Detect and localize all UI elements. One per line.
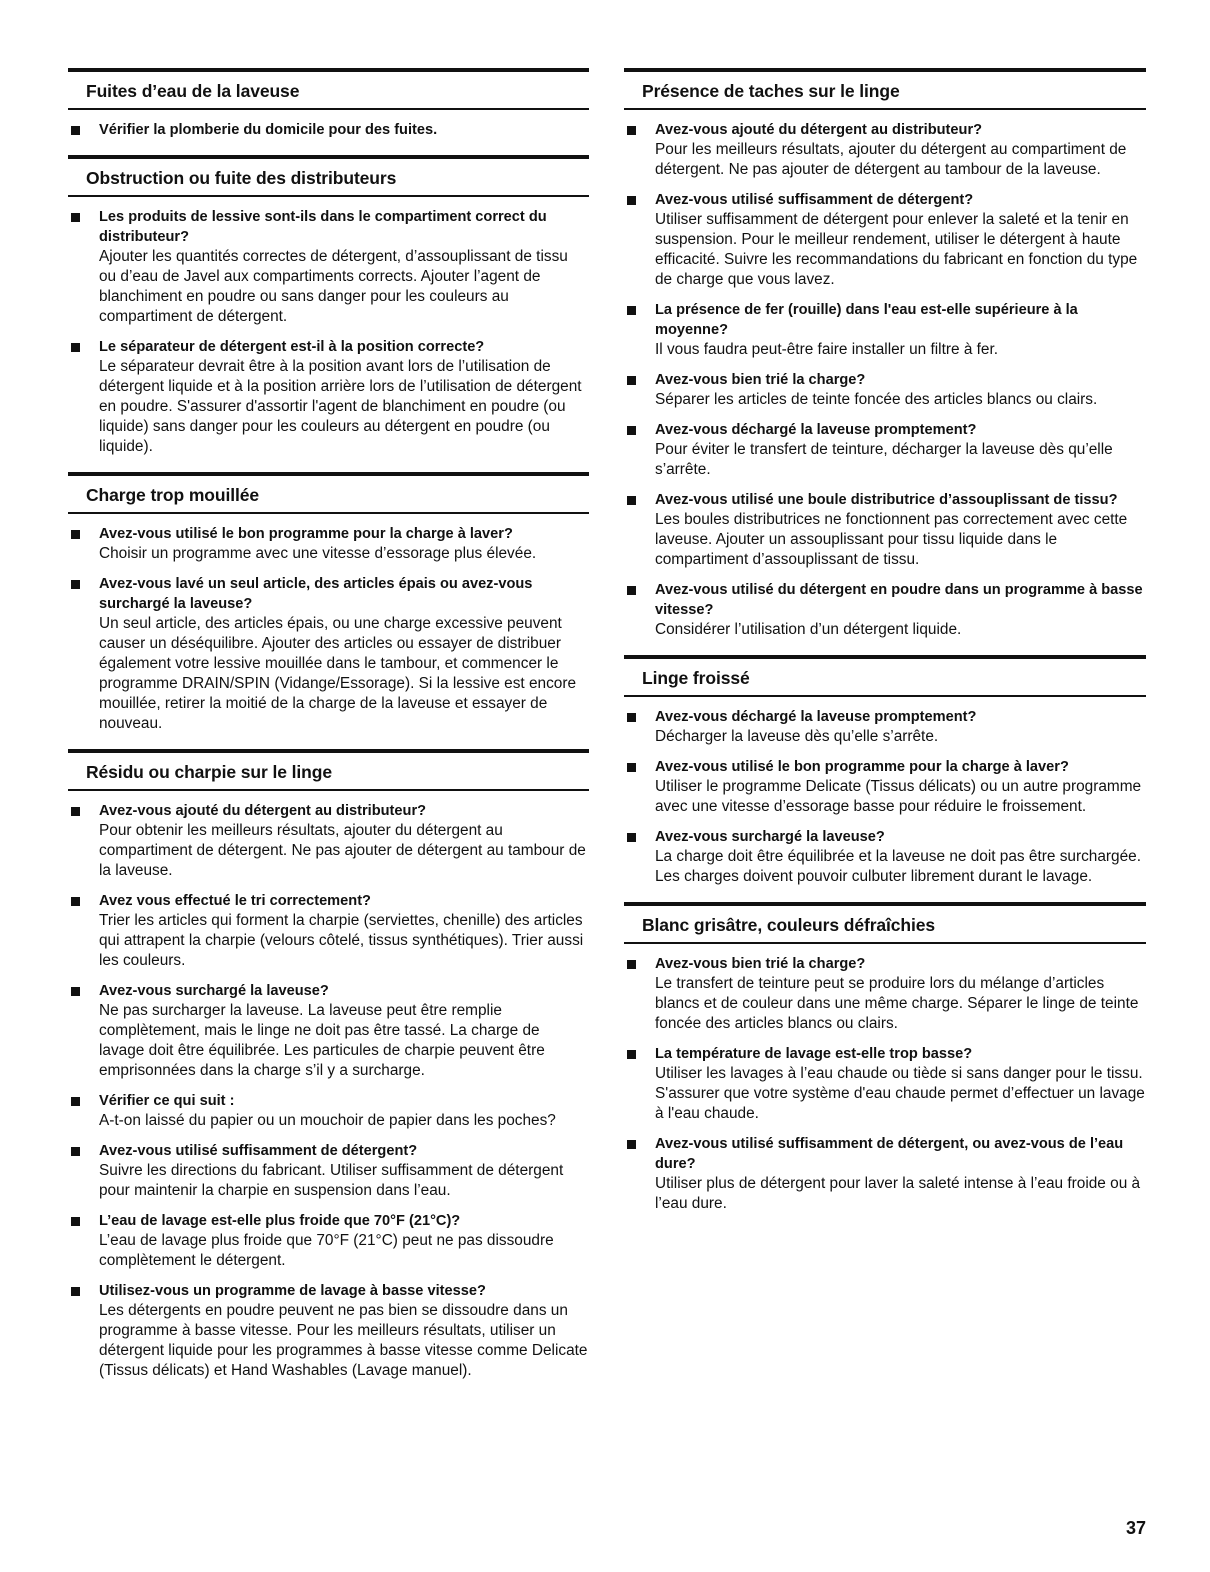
list-item xyxy=(68,891,589,971)
answer-text: Pour les meilleurs résultats, ajouter du détergent au compartiment de détergent. Ne pas ajouter de détergent au tambour de la laveuse. xyxy=(655,141,1127,178)
question-text: Vérifier ce qui suit : xyxy=(99,1093,235,1109)
section-heading: Présence de taches sur le linge xyxy=(624,68,1146,110)
answer-text: Utiliser les lavages à l’eau chaude ou tiède si sans danger pour le tissu. S'assurer que votre système d'eau chaude permet d’effectuer un lavage à l'eau chaude. xyxy=(655,1065,1145,1122)
answer-text: La charge doit être équilibrée et la laveuse ne doit pas être surchargée. Les charges doivent pouvoir culbuter librement durant le lavage. xyxy=(655,848,1141,885)
answer-text: Trier les articles qui forment la charpie (serviettes, chenille) des articles qui attrapent la charpie (velours côtelé, tissus synthétiques). Trier aussi les couleurs. xyxy=(99,912,584,969)
left-column xyxy=(68,68,589,1396)
section-fuites-d-eau-de-la-laveuse xyxy=(68,68,589,140)
list-item xyxy=(624,420,1146,480)
question-text: La température de lavage est-elle trop basse? xyxy=(655,1046,973,1062)
question-text: Avez-vous surchargé la laveuse? xyxy=(655,829,885,845)
troubleshooting-list xyxy=(624,707,1146,887)
question-text: La présence de fer (rouille) dans l'eau est-elle supérieure à la moyenne? xyxy=(655,302,1078,338)
answer-text: Un seul article, des articles épais, ou une charge excessive peuvent causer un déséquilibre. Ajouter des articles ou essayer de distribuer également votre lessive mouillée dans le tambour, et commencer le programme DRAIN/SPIN (Vidange/Essorage). Si la lessive est encore mouillée, retirer la moitié de la charge de la laveuse et essayer de nouveau. xyxy=(99,615,577,732)
list-item xyxy=(68,574,589,734)
section-heading: Linge froissé xyxy=(624,655,1146,697)
question-text: Les produits de lessive sont-ils dans le compartiment correct du distributeur? xyxy=(99,209,547,245)
question-text: Avez-vous utilisé le bon programme pour la charge à laver? xyxy=(99,526,513,542)
list-item xyxy=(624,490,1146,570)
list-item xyxy=(624,300,1146,360)
list-item xyxy=(68,1141,589,1201)
section-linge-froisse xyxy=(624,655,1146,887)
answer-text: Utiliser suffisamment de détergent pour enlever la saleté et la tenir en suspension. Pour le meilleur rendement, utiliser le détergent à haute efficacité. Suivre les recommandations du fabricant en fonction du type de charge que vous lavez. xyxy=(655,211,1138,288)
section-heading: Obstruction ou fuite des distributeurs xyxy=(68,155,589,197)
answer-text: Le transfert de teinture peut se produire lors du mélange d’articles blancs et de couleur dans une même charge. Séparer le linge de teinte foncée des articles blancs ou clairs. xyxy=(655,975,1139,1032)
list-item xyxy=(68,120,589,140)
list-item xyxy=(624,827,1146,887)
page-number: 37 xyxy=(1125,1518,1146,1538)
question-text: Avez-vous utilisé du détergent en poudre dans un programme à basse vitesse? xyxy=(655,582,1143,618)
answer-text: Utiliser le programme Delicate (Tissus délicats) ou un autre programme avec une vitesse d’essorage basse pour réduire le froissement. xyxy=(655,778,1142,815)
list-item xyxy=(624,707,1146,747)
question-text: Avez-vous déchargé la laveuse promptement? xyxy=(655,709,977,725)
answer-text: Utiliser plus de détergent pour laver la saleté intense à l’eau froide ou à l’eau dure. xyxy=(655,1175,1141,1212)
question-text: Avez vous effectué le tri correctement? xyxy=(99,893,371,909)
answer-text: A-t-on laissé du papier ou un mouchoir de papier dans les poches? xyxy=(99,1112,556,1129)
answer-text: L’eau de lavage plus froide que 70°F (21°C) peut ne pas dissoudre complètement le détergent. xyxy=(99,1232,554,1269)
answer-text: Ajouter les quantités correctes de détergent, d’assouplissant de tissu ou d’eau de Javel aux compartiments corrects. Ajouter l’agent de blanchiment en poudre ou sans danger pour les couleurs au compartiment de détergent. xyxy=(99,248,568,325)
section-residu-ou-charpie-sur-le-linge xyxy=(68,749,589,1381)
list-item xyxy=(624,1044,1146,1124)
question-text: Avez-vous surchargé la laveuse? xyxy=(99,983,329,999)
troubleshooting-list xyxy=(68,207,589,457)
list-item xyxy=(68,337,589,457)
section-presence-de-taches-sur-le-linge xyxy=(624,68,1146,640)
section-heading: Fuites d’eau de la laveuse xyxy=(68,68,589,110)
answer-text: Les boules distributrices ne fonctionnent pas correctement avec cette laveuse. Ajouter un assouplissant pour tissu liquide dans le compartiment d’assouplissant de tissu. xyxy=(655,511,1128,568)
section-heading: Blanc grisâtre, couleurs défraîchies xyxy=(624,902,1146,944)
question-text: Utilisez-vous un programme de lavage à basse vitesse? xyxy=(99,1283,486,1299)
list-item xyxy=(624,580,1146,640)
troubleshooting-list xyxy=(68,524,589,734)
section-blanc-grisatre-couleurs-defraichies xyxy=(624,902,1146,1214)
list-item xyxy=(68,1281,589,1381)
answer-text: Le séparateur devrait être à la position avant lors de l’utilisation de détergent liquide et à la position arrière lors de l’utilisation de détergent en poudre. S'assurer d'assortir l'agent de blanchiment en poudre (ou liquide) sans danger pour les couleurs au détergent en poudre (ou liquide). xyxy=(99,358,582,455)
question-text: L’eau de lavage est-elle plus froide que 70°F (21°C)? xyxy=(99,1213,461,1229)
question-text: Avez-vous bien trié la charge? xyxy=(655,372,866,388)
question-text: Avez-vous ajouté du détergent au distributeur? xyxy=(655,122,983,138)
question-text: Avez-vous utilisé suffisamment de détergent? xyxy=(655,192,974,208)
answer-text: Ne pas surcharger la laveuse. La laveuse peut être remplie complètement, mais le linge ne doit pas être tassé. La charge de lavage doit être équilibrée. Les particules de charpie peuvent être emprisonnées dans la charge s’il y a surcharge. xyxy=(99,1002,545,1079)
question-text: Avez-vous lavé un seul article, des articles épais ou avez-vous surchargé la laveuse? xyxy=(99,576,533,612)
list-item xyxy=(624,120,1146,180)
question-text: Avez-vous utilisé suffisamment de détergent? xyxy=(99,1143,418,1159)
question-text: Avez-vous utilisé suffisamment de détergent, ou avez-vous de l’eau dure? xyxy=(655,1136,1124,1172)
section-heading: Charge trop mouillée xyxy=(68,472,589,514)
list-item xyxy=(68,207,589,327)
question-text: Avez-vous utilisé une boule distributrice d’assouplissant de tissu? xyxy=(655,492,1118,508)
question-text: Vérifier la plomberie du domicile pour des fuites. xyxy=(99,122,438,138)
answer-text: Pour obtenir les meilleurs résultats, ajouter du détergent au compartiment de détergent. Ne pas ajouter de détergent au tambour de la laveuse. xyxy=(99,822,586,879)
list-item xyxy=(624,757,1146,817)
answer-text: Séparer les articles de teinte foncée des articles blancs ou clairs. xyxy=(655,391,1098,408)
section-obstruction-ou-fuite-des-distributeurs xyxy=(68,155,589,457)
section-charge-trop-mouillee xyxy=(68,472,589,734)
answer-text: Décharger la laveuse dès qu’elle s’arrête. xyxy=(655,728,939,745)
answer-text: Pour éviter le transfert de teinture, décharger la laveuse dès qu’elle s’arrête. xyxy=(655,441,1113,478)
troubleshooting-list xyxy=(68,120,589,140)
question-text: Avez-vous bien trié la charge? xyxy=(655,956,866,972)
answer-text: Il vous faudra peut-être faire installer un filtre à fer. xyxy=(655,341,999,358)
list-item xyxy=(624,190,1146,290)
list-item xyxy=(624,370,1146,410)
question-text: Avez-vous utilisé le bon programme pour la charge à laver? xyxy=(655,759,1069,775)
list-item xyxy=(624,954,1146,1034)
question-text: Avez-vous déchargé la laveuse promptement? xyxy=(655,422,977,438)
answer-text: Suivre les directions du fabricant. Utiliser suffisamment de détergent pour maintenir la charpie en suspension dans l’eau. xyxy=(99,1162,564,1199)
question-text: Le séparateur de détergent est-il à la position correcte? xyxy=(99,339,485,355)
list-item xyxy=(624,1134,1146,1214)
list-item xyxy=(68,524,589,564)
list-item xyxy=(68,1211,589,1271)
troubleshooting-list xyxy=(624,954,1146,1214)
list-item xyxy=(68,1091,589,1131)
troubleshooting-list xyxy=(68,801,589,1381)
section-heading: Résidu ou charpie sur le linge xyxy=(68,749,589,791)
answer-text: Les détergents en poudre peuvent ne pas bien se dissoudre dans un programme à basse vitesse. Pour les meilleurs résultats, utiliser un détergent liquide pour les programmes à basse vitesse comme Delicate (Tissus délicats) et Hand Washables (Lavage manuel). xyxy=(99,1302,588,1379)
answer-text: Choisir un programme avec une vitesse d’essorage plus élevée. xyxy=(99,545,537,562)
answer-text: Considérer l’utilisation d’un détergent liquide. xyxy=(655,621,962,638)
list-item xyxy=(68,981,589,1081)
question-text: Avez-vous ajouté du détergent au distributeur? xyxy=(99,803,427,819)
list-item xyxy=(68,801,589,881)
right-column xyxy=(624,68,1146,1229)
troubleshooting-list xyxy=(624,120,1146,640)
